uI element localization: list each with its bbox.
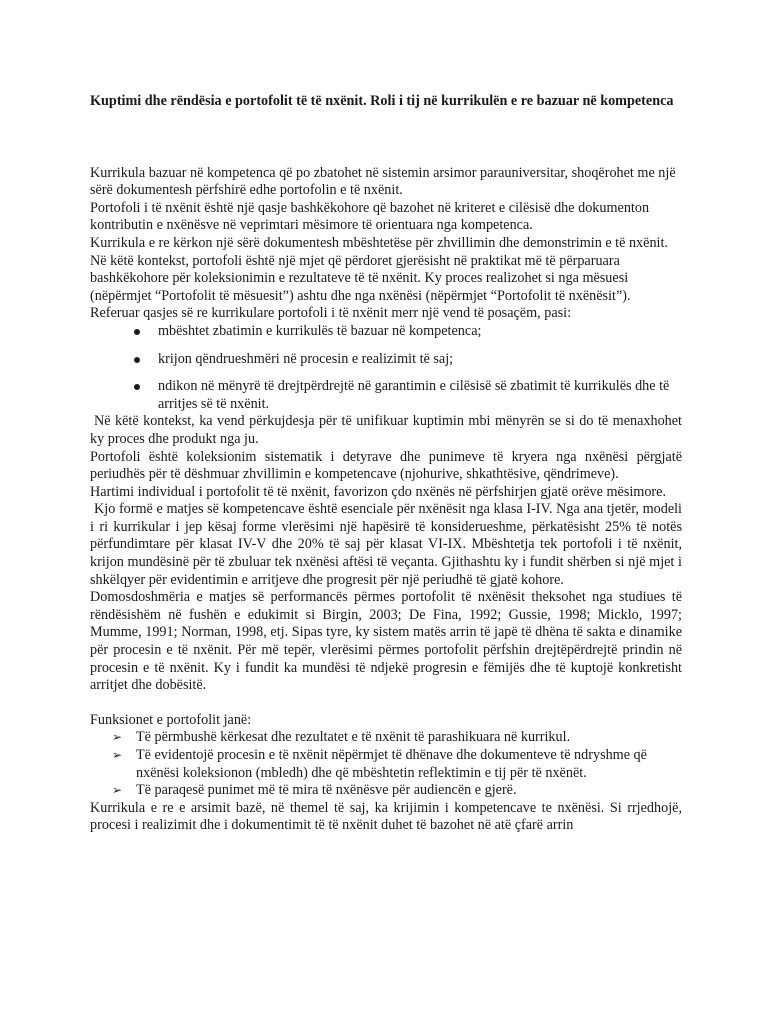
bullet-dot-icon xyxy=(134,329,140,335)
paragraph-assessment: Kjo formë e matjes së kompetencave është esenciale për nxënësit nga klasa I-IV. Nga ana tjetër, modeli i ri kurrikular i jep kësaj forme vlerësimi një hapësirë të konsiderueshme, përkatësisht 25% të notës përfundimtare për klasat IV-V dhe 20% të saj për klasat VI-IX. Mbështetja tek portofoli i të nxënit, krijon mundësinë për të zbuluar tek nxënësi aftësi të veçanta. Gjithashtu ky i fundit shërben si një mjet i shkëlqyer për evidentimin e arritjeve dhe progresit për një periudhë të gjatë kohore. xyxy=(90,501,682,588)
list-item: ndikon në mënyrë të drejtpërdrejtë në garantimin e cilësisë së zbatimit të kurrikulës dhe të arritjes së të nxënit. xyxy=(134,378,682,413)
paragraph-individual: Hartimi individual i portofolit të të nxënit, favorizon çdo nxënës në përfshirjen gjatë orëve mësimore. xyxy=(90,483,666,500)
bullet-dot-icon xyxy=(134,357,140,363)
paragraph-intro: Kurrikula bazuar në kompetenca që po zbatohet në sistemin arsimor parauniversitar, shoqërohet me një sërë dokumentesh përfshirë edhe portofolin e të nxënit. xyxy=(90,164,676,199)
arrow-bullet-icon: ➢ xyxy=(112,748,123,762)
document-title: Kuptimi dhe rëndësia e portofolit të të nxënit. Roli i tij në kurrikulën e re bazuar në kompetenca xyxy=(90,93,674,109)
document-body xyxy=(90,93,682,835)
list-item: mbështet zbatimin e kurrikulës të bazuar në kompetenca; xyxy=(134,323,682,341)
list-item: ➢ Të paraqesë punimet më të mira të nxënësve për audiencën e gjerë. xyxy=(112,782,517,799)
paragraph-research: Domosdoshmëria e matjes së performancës përmes portofolit të nxënësit theksohet nga studiues të rëndësishëm në fushën e edukimit si Birgin, 2003; De Fina, 1992; Gussie, 1998; Micklo, 1997; Mumme, 1991; Norman, 1998, etj. Sipas tyre, ky sistem matës arrin të japë të dhëna të sakta e dinamike për procesin e të nxënit. Për më tepër, vlerësimi përmes portofolit përfshin drejtëpërdrejtë prindin në procesin e të nxënit. Ky i fundit ka mundësi të ndjekë progresin e fëmijës dhe të kuptojë konkretisht arritjet dhe dobësitë. xyxy=(90,589,682,694)
paragraph-context: Në këtë kontekst, ka vend përkujdesja për të unifikuar kuptimin mbi mënyrën se si do të menaxhohet ky proces dhe produkt nga ju. xyxy=(90,413,682,447)
bullet-dot-icon xyxy=(134,384,140,390)
arrow-bullet-icon: ➢ xyxy=(112,730,123,745)
benefits-list xyxy=(90,323,682,413)
paragraph-reference: Referuar qasjes së re kurrikulare portofoli i të nxënit merr një vend të posaçëm, pasi: xyxy=(90,305,572,322)
functions-heading: Funksionet e portofolit janë: xyxy=(90,711,252,728)
list-item: ➢ Të evidentojë procesin e të nxënit nëpërmjet të dhënave dhe dokumenteve të ndryshme që nxënësi koleksionon (mbledh) dhe që mbështetin reflektimin e tij për të nxënët. xyxy=(112,747,647,781)
functions-list xyxy=(90,729,682,799)
paragraph-portfolio-definition: Portofoli është koleksionim sistematik i detyrave dhe punimeve të kryera nga nxënësi përgjatë periudhës për të dëshmuar zhvillimin e kompetencave (njohurive, shkathtësive, qëndrimeve). xyxy=(90,448,682,483)
paragraph-definition: Portofoli i të nxënit është një qasje bashkëkohore që bazohet në kriteret e cilësisë dhe dokumenton kontributin e nxënësve në veprimtari mësimore të orientuara nga kompetenca. xyxy=(90,199,650,234)
list-item: ➢ Të përmbushë kërkesat dhe rezultatet e të nxënit të parashikuara në kurrikul. xyxy=(112,729,571,746)
list-item: krijon qëndrueshmëri në procesin e realizimit të saj; xyxy=(134,351,682,369)
paragraph-curriculum: Kurrikula e re kërkon një sërë dokumentesh mbështetëse për zhvillimin dhe demonstrimin e të nxënit. Në këtë kontekst, portofoli është një mjet që përdoret gjerësisht në praktikat më të përparuara bashkëkohore për koleksionimin e rezultateve të të nxënit. Ky proces realizohet si nga mësuesi (nëpërmjet “Portofolit të mësuesit”) ashtu dhe nga nxënësi (nëpërmjet “Portofolit të nxënësit”). xyxy=(90,234,668,304)
arrow-bullet-icon: ➢ xyxy=(112,783,123,798)
paragraph-closing: Kurrikula e re e arsimit bazë, në themel të saj, ka krijimin i kompetencave te nxënësi. Si rrjedhojë, procesi i realizimit dhe i dokumentimit të të nxënit duhet të bazohet në atë çfarë arrin xyxy=(90,799,682,834)
